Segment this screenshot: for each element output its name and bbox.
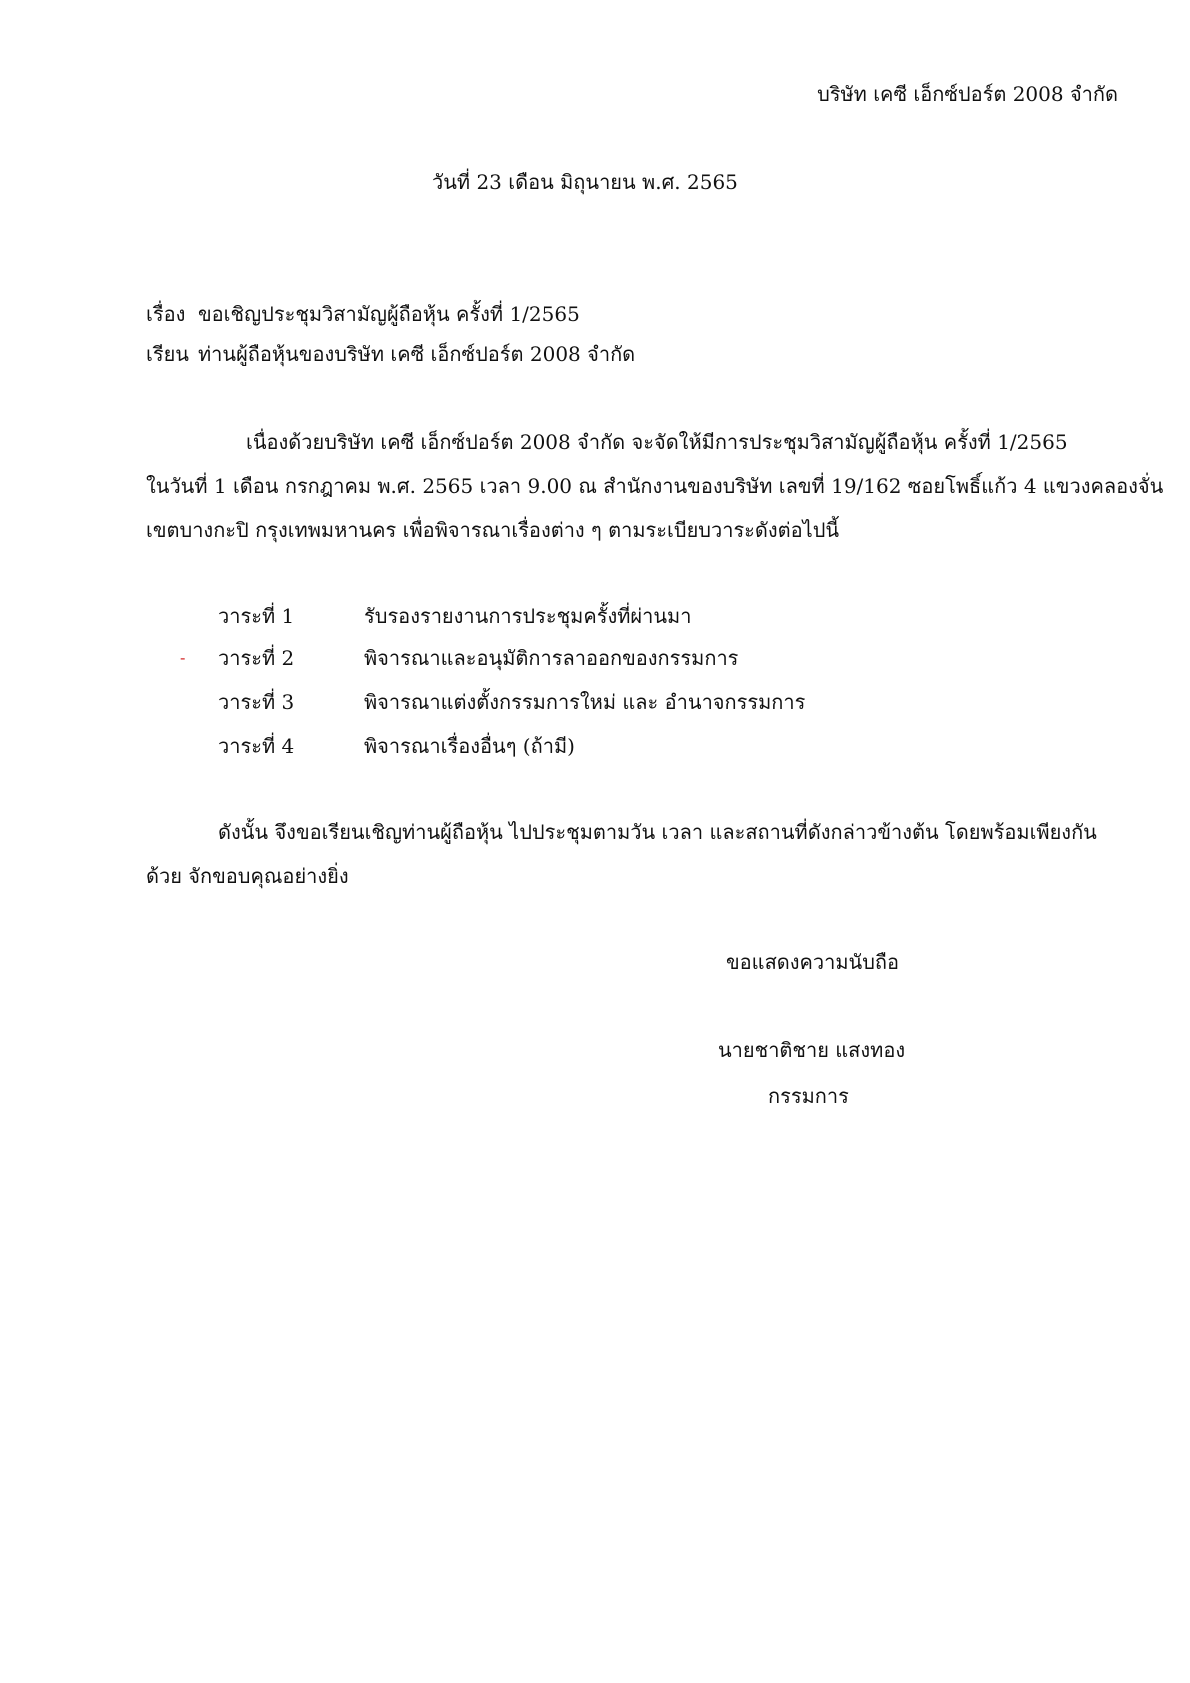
recipient-line bbox=[146, 342, 635, 366]
signer-position: กรรมการ bbox=[768, 1084, 849, 1108]
agenda-item-2 bbox=[218, 646, 738, 670]
subject-line bbox=[146, 302, 580, 326]
agenda-text: พิจารณาและอนุมัติการลาออกของกรรมการ bbox=[364, 646, 739, 670]
closing-paragraph-line-2: ด้วย จักขอบคุณอย่างยิ่ง bbox=[146, 864, 349, 888]
intro-paragraph-line-3: เขตบางกะปิ กรุงเทพมหานคร เพื่อพิจารณาเรื่องต่าง ๆ ตามระเบียบวาระดังต่อไปนี้ bbox=[146, 518, 840, 542]
agenda-item-1 bbox=[218, 604, 691, 628]
agenda-label: วาระที่ 1 bbox=[218, 604, 295, 628]
intro-paragraph-line-1: เนื่องด้วยบริษัท เคซี เอ็กซ์ปอร์ต 2008 จำกัด จะจัดให้มีการประชุมวิสามัญผู้ถือหุ้น ครั้งที่ 1/2565 bbox=[246, 430, 1068, 454]
agenda-item-3 bbox=[218, 690, 805, 714]
agenda-text: รับรองรายงานการประชุมครั้งที่ผ่านมา bbox=[364, 604, 692, 628]
subject-text: ขอเชิญประชุมวิสามัญผู้ถือหุ้น ครั้งที่ 1/2565 bbox=[198, 302, 580, 326]
letter-date: วันที่ 23 เดือน มิถุนายน พ.ศ. 2565 bbox=[432, 170, 738, 194]
margin-dash-mark: - bbox=[180, 648, 186, 667]
agenda-text: พิจารณาเรื่องอื่นๆ (ถ้ามี) bbox=[364, 734, 575, 758]
agenda-item-4 bbox=[218, 734, 575, 758]
recipient-text: ท่านผู้ถือหุ้นของบริษัท เคซี เอ็กซ์ปอร์ต 2008 จำกัด bbox=[198, 342, 636, 366]
agenda-label: วาระที่ 3 bbox=[218, 690, 295, 714]
company-name-header: บริษัท เคซี เอ็กซ์ปอร์ต 2008 จำกัด bbox=[817, 82, 1118, 106]
agenda-label: วาระที่ 2 bbox=[218, 646, 295, 670]
signer-name: นายชาติชาย แสงทอง bbox=[718, 1038, 906, 1062]
closing-paragraph-line-1: ดังนั้น จึงขอเรียนเชิญท่านผู้ถือหุ้น ไปประชุมตามวัน เวลา และสถานที่ดังกล่าวข้างต้น โดยพร้อมเพียงกัน bbox=[218, 820, 1097, 844]
agenda-label: วาระที่ 4 bbox=[218, 734, 295, 758]
recipient-label: เรียน bbox=[146, 342, 189, 366]
closing-regards: ขอแสดงความนับถือ bbox=[726, 950, 900, 974]
intro-paragraph-line-2: ในวันที่ 1 เดือน กรกฎาคม พ.ศ. 2565 เวลา 9.00 ณ สำนักงานของบริษัท เลขที่ 19/162 ซอยโพธิ์แก้ว 4 แขวงคลองจั่น bbox=[146, 474, 1164, 498]
subject-label: เรื่อง bbox=[146, 302, 186, 326]
agenda-text: พิจารณาแต่งตั้งกรรมการใหม่ และ อำนาจกรรมการ bbox=[364, 690, 806, 714]
